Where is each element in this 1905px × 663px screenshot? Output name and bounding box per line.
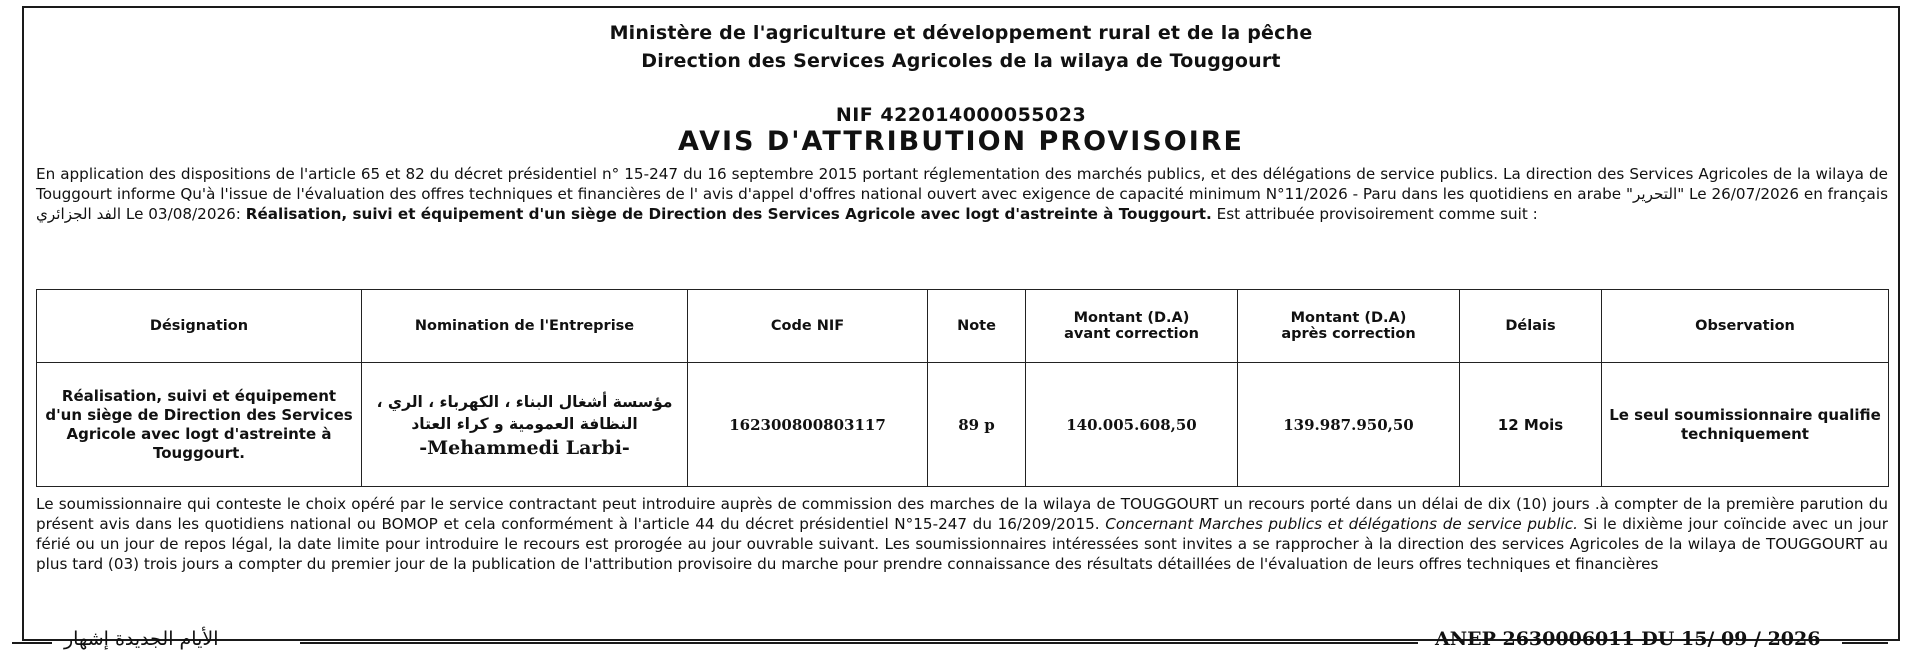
col-designation: Désignation xyxy=(37,290,362,363)
closing-text-2: Si le dixième jour coïncide avec un jour férié ou un jour de repos légal, la date limite pour introduire le recours est prorogée au jour ouvrable suivant. Les soumissionnaires intéressées sont invites a se rapprocher à la direction des services Agricoles de la wilaya de TOUGGOURT au plus tard (03) trois jours a compter du premier jour de la publication de l'attribution provisoire du marche pour prendre connaissance des résultats détaillées de l'évaluation de leurs offres techniques et financières xyxy=(36,515,1889,573)
footer xyxy=(0,622,1905,662)
intro-project-title: Réalisation, suivi et équipement d'un siège de Direction des Services Agricole avec logt d'astreinte à Touggourt. xyxy=(245,205,1212,223)
table-header-row xyxy=(37,290,1889,363)
cell-note: 89 p xyxy=(928,363,1026,487)
col-observation: Observation xyxy=(1602,290,1889,363)
cell-entreprise-name: -Mehammedi Larbi- xyxy=(419,436,630,459)
notice-title: AVIS D'ATTRIBUTION PROVISOIRE xyxy=(678,126,1244,157)
col-delais: Délais xyxy=(1460,290,1602,363)
intro-paper-arabic: "التحرير" xyxy=(1626,185,1685,203)
footer-rule-right-short xyxy=(1842,642,1888,644)
ministry-line: Ministère de l'agriculture et développement rural et de la pêche xyxy=(609,22,1313,44)
cell-montant-avant: 140.005.608,50 xyxy=(1026,363,1238,487)
closing-text-1: Le soumissionnaire qui conteste le choix opéré par le service contractant peut introduire auprès de commission des marches de la wilaya de TOUGGOURT un recours porté dans un délai de dix (10) jours .à compter de la première parution du présent avis dans les quotidiens national ou BOMOP et cela conformément à l'article 44 du décret présidentiel N°15-247 du 16/209/2015. xyxy=(36,495,1888,533)
col-note: Note xyxy=(928,290,1026,363)
cell-observation: Le seul soumissionnaire qualifie techniquement xyxy=(1602,363,1889,487)
cell-montant-apres: 139.987.950,50 xyxy=(1238,363,1460,487)
closing-paragraph xyxy=(36,494,1888,604)
col-montant-avant xyxy=(1026,290,1238,363)
footer-publisher-arabic: الأيام الجديدة إشهار xyxy=(64,628,219,650)
cell-designation: Réalisation, suivi et équipement d'un siège de Direction des Services Agricole avec logt d'astreinte à Touggourt. xyxy=(37,363,362,487)
intro-text-3: Le 03/08/2026: xyxy=(121,205,246,223)
cell-code-nif: 162300800803117 xyxy=(688,363,928,487)
cell-delais: 12 Mois xyxy=(1460,363,1602,487)
col-montant-apres-line1: Montant (D.A) xyxy=(1290,310,1407,326)
footer-rule-middle xyxy=(300,642,1418,644)
direction-line: Direction des Services Agricoles de la wilaya de Touggourt xyxy=(641,50,1281,72)
intro-paragraph xyxy=(36,164,1888,264)
notice-frame xyxy=(22,6,1900,641)
table-row xyxy=(37,363,1889,487)
col-code-nif: Code NIF xyxy=(688,290,928,363)
closing-italic: Concernant Marches publics et délégations de service public. xyxy=(1105,515,1578,533)
intro-text-2: Le 26/07/2026 en français xyxy=(1684,185,1888,203)
cell-entreprise xyxy=(362,363,688,487)
col-montant-avant-line1: Montant (D.A) xyxy=(1073,310,1190,326)
intro-paper-arabic-2: الفد الجزائري xyxy=(36,205,122,223)
footer-rule-left-short xyxy=(12,642,52,644)
col-montant-avant-line2: avant correction xyxy=(1064,326,1199,342)
col-montant-apres-line2: après correction xyxy=(1281,326,1416,342)
attribution-table xyxy=(36,289,1889,487)
col-entreprise: Nomination de l'Entreprise xyxy=(362,290,688,363)
cell-entreprise-arabic: مؤسسة أشغال البناء ، الكهرباء ، الري ، النظافة العمومية و كراء العتاد xyxy=(376,392,673,433)
col-montant-apres xyxy=(1238,290,1460,363)
intro-text-1: En application des dispositions de l'article 65 et 82 du décret présidentiel n° 15-247 du 16 septembre 2015 portant réglementation des marchés publics, et des délégations de service publics. La direction des Services Agricoles de la wilaya de Touggourt informe Qu'à l'issue de l'évaluation des offres techniques et financières de l' avis d'appel d'offres national ouvert avec exigence de capacité minimum N°11/2026 - Paru dans les quotidiens en arabe xyxy=(36,165,1888,203)
intro-text-4: Est attribuée provisoirement comme suit : xyxy=(1211,205,1538,223)
footer-anep-reference: ANEP 2630006011 DU 15/ 09 / 2026 xyxy=(1435,628,1821,650)
nif-line: NIF 422014000055023 xyxy=(835,104,1087,126)
